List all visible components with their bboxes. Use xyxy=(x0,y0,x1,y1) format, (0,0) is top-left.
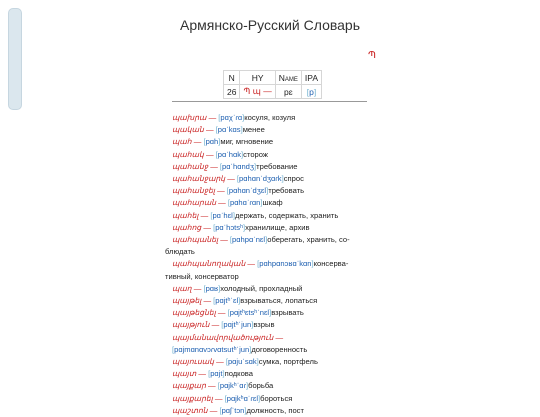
entry-separator: — xyxy=(215,308,228,318)
armenian-word[interactable]: պաղ xyxy=(172,283,192,293)
armenian-word[interactable]: պայուսակ xyxy=(172,357,214,367)
ipa-transcription: [ pɑʃˈtɔn ] xyxy=(219,406,246,415)
ipa-transcription: [ pɑjmɑnɑvɔɾvɑtsutʰˈjun ] xyxy=(172,345,251,354)
entry-separator: — xyxy=(245,259,258,269)
russian-translation: сумка, портфель xyxy=(258,357,318,367)
russian-translation-continuation: блюдать xyxy=(165,247,195,257)
entry-separator: — xyxy=(205,381,218,391)
dictionary-entry xyxy=(165,185,370,197)
russian-translation: бороться xyxy=(260,393,293,403)
entry-separator: — xyxy=(273,332,284,342)
letter-table-header: IPA xyxy=(301,71,321,85)
ipa-transcription: [ pɑˈhɛl ] xyxy=(210,211,235,220)
armenian-word[interactable]: պահոց xyxy=(172,222,202,232)
dictionary-entry xyxy=(165,405,370,417)
ipa-transcription: [ pɑjkʰˈɑɾ ] xyxy=(218,381,248,390)
entry-separator: — xyxy=(214,357,226,367)
armenian-word[interactable]: պայտ xyxy=(172,369,197,379)
ipa-transcription: [ pɑjtʰɛtsʰˈnɛl ] xyxy=(228,308,272,317)
armenian-word[interactable]: պահարան xyxy=(172,198,217,208)
letter-number: 26 xyxy=(224,85,240,99)
dictionary-entry xyxy=(165,136,370,148)
dictionary-entry xyxy=(165,197,370,209)
armenian-word[interactable]: պահանջ xyxy=(172,161,209,171)
ipa-transcription: [ pɑχˈɾɑ ] xyxy=(218,113,244,122)
entry-separator: — xyxy=(207,405,220,415)
dictionary-entry-list xyxy=(165,112,370,417)
dictionary-entry xyxy=(165,222,370,234)
entry-separator: — xyxy=(191,283,204,293)
entry-separator: — xyxy=(201,296,214,306)
russian-translation: требовать xyxy=(268,186,305,196)
dictionary-entry xyxy=(165,295,370,307)
armenian-word[interactable]: պահանջարկ xyxy=(172,174,226,184)
dictionary-entry xyxy=(165,283,370,295)
entry-separator: — xyxy=(203,149,216,159)
armenian-word[interactable]: պայթյուն xyxy=(172,320,210,330)
russian-translation: холодный, прохладный xyxy=(220,283,303,293)
ipa-transcription: [ pɑˈhɑk ] xyxy=(216,150,243,159)
ipa-transcription: [ pɑʁ ] xyxy=(203,284,220,293)
armenian-word[interactable]: պայթեցնել xyxy=(172,308,216,318)
ipa-transcription: [ pɑjkʰɑˈɾɛl ] xyxy=(225,394,261,403)
armenian-word[interactable]: պահանջել xyxy=(172,186,215,196)
ipa-transcription: [ pɑjt ] xyxy=(208,369,225,378)
entry-separator: — xyxy=(191,137,204,147)
russian-translation: сторож xyxy=(243,149,268,159)
letter-table-header: N xyxy=(224,71,240,85)
russian-translation: требование xyxy=(256,161,298,171)
letter-name: pɛ xyxy=(275,85,301,99)
section-letter: Պ xyxy=(368,50,377,61)
letter-glyph: Պ պ — xyxy=(240,85,275,99)
armenian-word[interactable]: պահել xyxy=(172,210,199,220)
russian-translation: консерва- xyxy=(313,259,349,269)
page-title: Армянско-Русский Словарь xyxy=(180,17,360,33)
russian-translation: шкаф xyxy=(262,198,283,208)
dictionary-entry xyxy=(165,210,370,222)
ipa-transcription: [ pɑjuˈsɑk ] xyxy=(226,357,259,366)
dictionary-entry xyxy=(165,161,370,173)
entry-separator: — xyxy=(201,222,214,232)
armenian-word[interactable]: պահպանել xyxy=(172,235,219,245)
armenian-word[interactable]: պախրա xyxy=(172,113,207,122)
armenian-word[interactable]: պահակ xyxy=(172,149,204,159)
armenian-word[interactable]: պայմանավորվածություն xyxy=(172,332,274,342)
armenian-word[interactable]: պայթել xyxy=(172,296,202,306)
entry-separator: — xyxy=(206,113,219,122)
dictionary-entry xyxy=(165,258,370,270)
letter-table-header: Name xyxy=(275,71,301,85)
dictionary-entry xyxy=(165,234,370,246)
entry-separator: — xyxy=(208,161,220,171)
russian-translation: оберегать, хранить, со- xyxy=(267,235,350,245)
dictionary-entry xyxy=(165,380,370,392)
entry-separator: — xyxy=(198,210,211,220)
letter-table-header: HY xyxy=(240,71,275,85)
ipa-transcription: [ pɑhɑnˈdʒɑɾk ] xyxy=(237,174,284,183)
russian-translation: взрываться, лопаться xyxy=(240,296,318,306)
dictionary-entry xyxy=(165,332,370,356)
entry-separator: — xyxy=(196,369,209,379)
russian-translation: подкова xyxy=(224,369,253,379)
dictionary-entry xyxy=(165,319,370,331)
ipa-transcription: [ pɑhpɑnɔʁɑˈkɑn ] xyxy=(257,259,314,268)
ipa-transcription: [ pɑhɑˈɾɑn ] xyxy=(228,198,263,207)
armenian-word[interactable]: պայքար xyxy=(172,381,206,391)
ipa-transcription: [ pɑˈhɔtsʰ ] xyxy=(213,223,245,232)
entry-separator: — xyxy=(203,125,216,135)
russian-translation: косуля, козуля xyxy=(244,113,296,122)
ipa-transcription: [ pɑhɑnˈdʒɛl ] xyxy=(227,186,268,195)
ipa-transcription: [ pɑˈhɑndʒ ] xyxy=(220,162,256,171)
russian-translation: взрывать xyxy=(271,308,304,318)
ipa-transcription: [ pɑjtʰˈɛl ] xyxy=(213,296,240,305)
entry-separator: — xyxy=(212,393,225,403)
russian-translation: держать, содержать, хранить xyxy=(234,210,339,220)
entry-separator: — xyxy=(225,174,237,184)
letter-ipa-value: p xyxy=(309,86,314,97)
armenian-word[interactable]: պահ xyxy=(172,137,192,147)
russian-translation: борьба xyxy=(248,381,274,391)
armenian-word[interactable]: պաշտոն xyxy=(172,405,208,415)
armenian-word[interactable]: պական xyxy=(172,125,204,135)
dictionary-entry xyxy=(165,149,370,161)
letter-info-table xyxy=(223,70,322,99)
divider xyxy=(172,101,367,102)
letter-ipa: [p] xyxy=(301,85,321,99)
russian-translation: взрыв xyxy=(253,320,275,330)
entry-separator: — xyxy=(216,198,228,208)
russian-translation: договоренность xyxy=(251,344,308,354)
russian-translation: миг, мгновение xyxy=(220,137,274,147)
ipa-transcription: [ pɑjtʰˈjun ] xyxy=(221,320,253,329)
dictionary-entry xyxy=(165,124,370,136)
entry-separator: — xyxy=(214,186,227,196)
russian-translation: должность, пост xyxy=(246,405,304,415)
russian-translation: спрос xyxy=(283,174,304,184)
ipa-transcription: [ pɑhpɑˈnɛl ] xyxy=(230,235,267,244)
dictionary-entry xyxy=(165,356,370,368)
russian-translation: хранилище, архив xyxy=(245,222,310,232)
dictionary-entry xyxy=(165,368,370,380)
ipa-transcription: [ pɑˈkɑs ] xyxy=(216,125,243,134)
ipa-transcription: [ pɑh ] xyxy=(203,137,220,146)
entry-separator: — xyxy=(209,320,222,330)
dictionary-entry xyxy=(165,307,370,319)
russian-translation: менее xyxy=(242,125,265,135)
entry-separator: — xyxy=(218,235,230,245)
dictionary-entry xyxy=(165,112,370,124)
russian-translation-continuation: тивный, консерватор xyxy=(165,271,239,281)
letter-table-row xyxy=(224,85,322,99)
dictionary-entry xyxy=(165,393,370,405)
armenian-word[interactable]: պահպանողական xyxy=(172,259,246,269)
dictionary-entry xyxy=(165,173,370,185)
letter-table-header-row xyxy=(224,71,322,85)
armenian-word[interactable]: պայքարել xyxy=(172,393,213,403)
